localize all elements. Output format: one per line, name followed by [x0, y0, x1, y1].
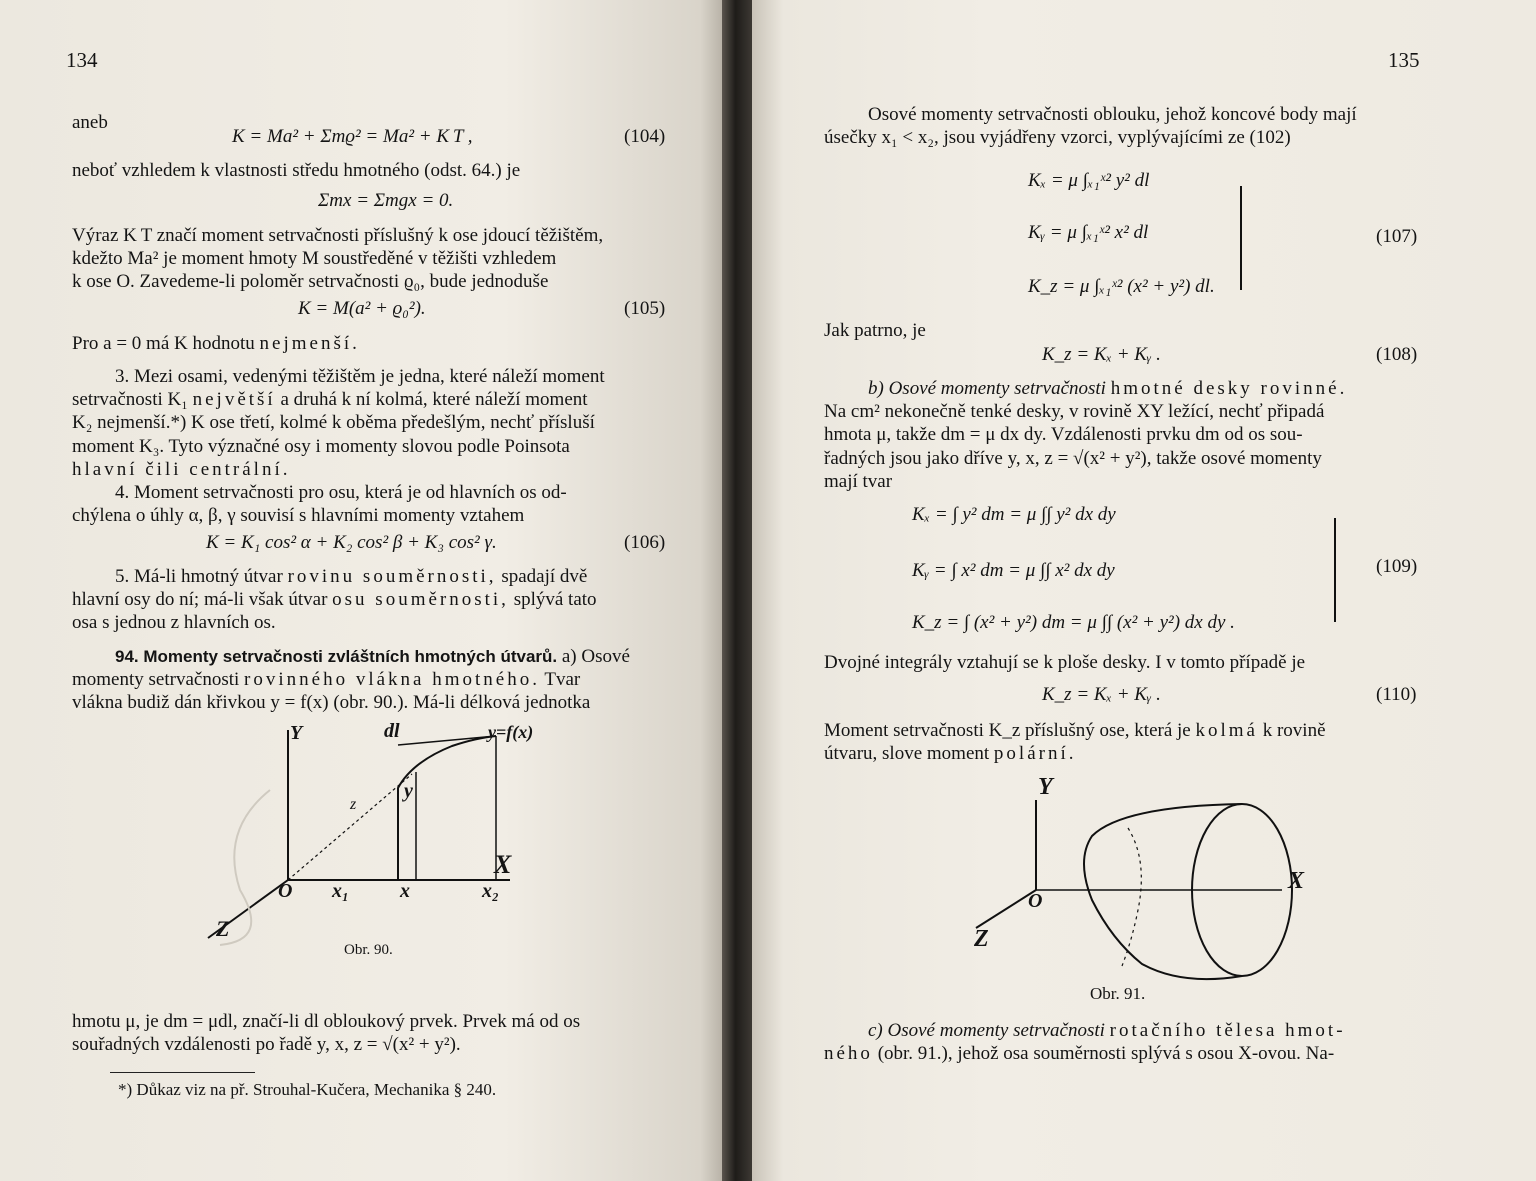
text-line: Jak patrno, je [824, 320, 926, 341]
text-line: Na cm² nekonečně tenké desky, v rovině XY ležící, nechť připadá [824, 401, 1325, 422]
text-line: setrvačnosti K₁ největší a druhá k ní kolmá, které náleží moment [72, 389, 588, 410]
equation-number: (107) [1376, 226, 1418, 247]
text-line: Osové momenty setrvačnosti oblouku, jehož koncové body mají [868, 104, 1357, 125]
left-page [0, 0, 722, 1181]
label-x: x [400, 880, 410, 902]
text-line: 5. Má-li hmotný útvar rovinu souměrnosti, spadají dvě [115, 566, 588, 587]
right-page [752, 0, 1536, 1181]
text-line: K₂ nejmenší.*) K ose třetí, kolmé k oběma předešlým, nechť přísluší [72, 412, 595, 433]
equation-number: (109) [1376, 556, 1418, 577]
text-line: hlavní osy do ní; má-li však útvar osu souměrnosti, splývá tato [72, 589, 597, 610]
book-gutter [722, 0, 752, 1181]
text-line: Dvojné integrály vztahují se k ploše desky. I v tomto případě je [824, 652, 1306, 673]
origin-label: O [1028, 890, 1043, 912]
label-z: z [350, 796, 357, 813]
equation-106: K = K₁ cos² α + K₂ cos² β + K₃ cos² γ. [206, 532, 497, 553]
axis-label-x: X [494, 850, 512, 879]
text-line: hlavní čili centrální. [72, 459, 291, 480]
axis-label-z: Z [216, 916, 230, 941]
equation-109-kz: K_z = ∫ (x² + y²) dm = μ ∫∫ (x² + y²) dx dy . [912, 612, 1235, 633]
text-line: vlákna budiž dán křivkou y = f(x) (obr. 90.). Má-li délková jednotka [72, 692, 591, 713]
text-line: moment K₃. Tyto význačné osy i momenty slovou podle Poinsota [72, 436, 570, 457]
page-number: 134 [66, 48, 98, 72]
equation-107-kx: Kₓ = μ ∫ₓ₁ˣ² y² dl [1028, 170, 1150, 191]
section-heading: 94. Momenty setrvačnosti zvláštních hmotných útvarů. a) Osové [115, 646, 630, 667]
equation-number: (110) [1376, 684, 1417, 705]
text-line: osa s jednou z hlavních os. [72, 612, 276, 633]
footnote: *) Důkaz viz na př. Strouhal-Kučera, Mechanika § 240. [118, 1080, 497, 1099]
text-line: mají tvar [824, 471, 893, 492]
text-line: 4. Moment setrvačnosti pro osu, která je od hlavních os od- [115, 482, 567, 503]
axis-label-y: Y [290, 722, 303, 744]
axis-label-z: Z [974, 926, 989, 952]
text-line: Pro a = 0 má K hodnotu nejmenší. [72, 333, 360, 354]
equation-108: K_z = Kₓ + Kᵧ . [1042, 344, 1161, 365]
label-x1: x₁ [332, 880, 349, 902]
figure-90-diagram [180, 720, 680, 970]
text-line: k ose O. Zavedeme-li poloměr setrvačnosti ϱ₀, bude jednoduše [72, 271, 549, 292]
text-line: kdežto Ma² je moment hmoty M soustředěné v těžišti vzhledem [72, 248, 557, 269]
equation-104: K = Ma² + Σmϱ² = Ma² + K T , [232, 126, 473, 147]
text-line: chýlena o úhly α, β, γ souvisí s hlavními momenty vztahem [72, 505, 525, 526]
text-line: b) Osové momenty setrvačnosti hmotné desky rovinné. [868, 378, 1348, 399]
equation-number: (106) [624, 532, 666, 553]
label-x2: x₂ [482, 880, 499, 902]
footnote-rule [110, 1072, 255, 1073]
equation-105: K = M(a² + ϱ₀²). [298, 298, 426, 319]
axis-label-x: X [1288, 868, 1305, 894]
label-dl: dl [384, 720, 400, 742]
equation-number: (104) [624, 126, 666, 147]
text-line: souřadných vzdálenosti po řadě y, x, z = √(x² + y²). [72, 1034, 461, 1055]
origin-label: O [278, 880, 293, 902]
equation-brace [1240, 186, 1242, 290]
equation-109-ky: Kᵧ = ∫ x² dm = μ ∫∫ x² dx dy [912, 560, 1115, 581]
label-y: y [404, 780, 413, 802]
equation-109-kx: Kₓ = ∫ y² dm = μ ∫∫ y² dx dy [912, 504, 1116, 525]
text-line: útvaru, slove moment polární. [824, 743, 1077, 764]
equation-number: (108) [1376, 344, 1418, 365]
text-line: neboť vzhledem k vlastnosti středu hmotného (odst. 64.) je [72, 160, 521, 181]
text-line: Výraz K T značí moment setrvačnosti příslušný k ose jdoucí těžištěm, [72, 225, 604, 246]
text-line: ného (obr. 91.), jehož osa souměrnosti splývá s osou X-ovou. Na- [824, 1043, 1335, 1064]
equation-110: K_z = Kₓ + Kᵧ . [1042, 684, 1161, 705]
axis-label-y: Y [1038, 774, 1053, 800]
equation-brace [1334, 518, 1336, 622]
text-line: úsečky x₁ < x₂, jsou vyjádřeny vzorci, vyplývajícími ze (102) [824, 127, 1291, 148]
text-line: hmotu μ, je dm = μdl, značí-li dl obloukový prvek. Prvek má od os [72, 1011, 581, 1032]
text-line: momenty setrvačnosti rovinného vlákna hmotného. Tvar [72, 669, 581, 690]
curve-label: y=f(x) [488, 722, 534, 742]
equation-107-kz: K_z = μ ∫ₓ₁ˣ² (x² + y²) dl. [1028, 276, 1215, 297]
text-line: aneb [72, 112, 108, 133]
text-line: 3. Mezi osami, vedenými těžištěm je jedna, které náleží moment [115, 366, 605, 387]
page-number: 135 [1388, 48, 1420, 72]
text-line: c) Osové momenty setrvačnosti rotačního tělesa hmot- [868, 1020, 1346, 1041]
text-line: řadných jsou jako dříve y, x, z = √(x² + y²), takže osové momenty [824, 448, 1322, 469]
equation-number: (105) [624, 298, 666, 319]
equation: Σmx = Σmgx = 0. [318, 190, 454, 211]
text-line: hmota μ, takže dm = μ dx dy. Vzdálenosti prvku dm od os sou- [824, 424, 1303, 445]
figure-caption: Obr. 90. [344, 942, 393, 958]
figure-caption: Obr. 91. [1090, 984, 1146, 1003]
text-line: Moment setrvačnosti K_z příslušný ose, která je kolmá k rovině [824, 720, 1326, 741]
equation-107-ky: Kᵧ = μ ∫ₓ₁ˣ² x² dl [1028, 222, 1149, 243]
